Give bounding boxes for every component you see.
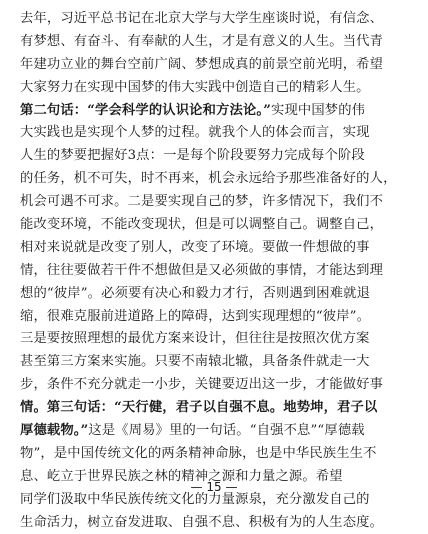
body-text-span: 年建功立业的舞台空前广阔、梦想成真的前景空前光明，希望	[20, 56, 384, 72]
body-text-span: 实现中国梦的伟	[271, 102, 366, 118]
text-line	[20, 306, 412, 329]
text-line	[20, 54, 412, 77]
body-text	[20, 8, 412, 534]
text-line	[20, 443, 412, 466]
text-line	[20, 512, 412, 534]
text-line	[20, 397, 412, 420]
text-line	[20, 283, 412, 306]
body-text-span: 同学们汲取中华民族传统文化的力量源泉，充分激发自己的	[20, 491, 370, 507]
page-number: — 15 —	[190, 480, 238, 494]
body-text-span: 三是要按照理想的最优方案来设计，但往往是按照次优方案	[20, 331, 370, 347]
body-text-span: 相对来说就是改变了别人，改变了环境。要做一件想做的事	[20, 239, 370, 255]
body-text-span: 有梦想、有奋斗、有奉献的人生，才是有意义的人生。当代青	[20, 33, 384, 49]
text-line	[20, 351, 412, 374]
body-text-span: 大实践也是实现个人梦的过程。就我个人的体会而言，实现	[20, 125, 370, 141]
text-line	[20, 100, 412, 123]
text-line	[20, 8, 412, 31]
body-text-span: 步，条件不充分就走一小步，关键要迈出这一步，才能做好事	[20, 377, 384, 393]
body-text-span: 这是《周易》里的一句话。“自强不息”“厚德载	[88, 423, 365, 439]
text-line	[20, 31, 412, 54]
body-text-span: 想的“彼岸”。必须要有决心和毅力才行，否则遇到困难就退	[20, 285, 371, 301]
body-text-span: 去年，习近平总书记在北京大学与大学生座谈时说，有信念、	[20, 11, 384, 26]
text-line	[20, 237, 412, 260]
text-line	[20, 168, 412, 191]
text-line	[20, 145, 412, 168]
text-line	[20, 77, 412, 100]
text-line	[20, 420, 412, 443]
body-text-span: 生命活力，树立奋发进取、自强不息、积极有为的人生态度。	[20, 514, 384, 530]
bold-heading-text: 情。第三句话：“天行健，君子以自强不息。地势坤，君子以	[20, 400, 378, 416]
body-text-span: 情，往往要做若干件不想做但是又必须做的事情，才能达到理	[20, 262, 384, 278]
body-text-span: 能改变环境，不能改变现状，但是可以调整自己。调整自己，	[20, 217, 384, 233]
body-text-span: 缩，很难克服前进道路上的障碍，达到实现理想的“彼岸”。	[20, 308, 371, 324]
body-text-span: 甚至第三方案来实施。只要不南辕北辙，具备条件就走一大	[20, 354, 370, 370]
body-text-span: 息、屹立于世界民族之林的精神之源和力量之源。希望	[20, 468, 343, 484]
text-line	[20, 374, 412, 397]
bold-heading-text: 厚德载物。”	[20, 423, 89, 439]
body-text-span: 人生的梦要把握好3点：一是每个阶段要努力完成每个阶段	[20, 148, 365, 164]
text-line	[20, 191, 412, 214]
text-line	[20, 328, 412, 351]
body-text-span: 的任务，机不可失，时不再来，机会永远给予那些准备好的人，	[20, 171, 397, 187]
body-text-span: 物”，是中国传统文化的两条精神命脉，也是中华民族生生不	[20, 445, 377, 461]
text-line	[20, 122, 412, 145]
text-line	[20, 260, 412, 283]
text-line	[20, 214, 412, 237]
body-text-span: 机会可遇不可求。二是要实现自己的梦，许多情况下，我们不	[20, 194, 384, 210]
bold-heading-text: 第二句话：“学会科学的认识论和方法论。”	[20, 102, 271, 118]
body-text-span: 大家努力在实现中国梦的伟大实践中创造自己的精彩人生。	[20, 79, 370, 95]
